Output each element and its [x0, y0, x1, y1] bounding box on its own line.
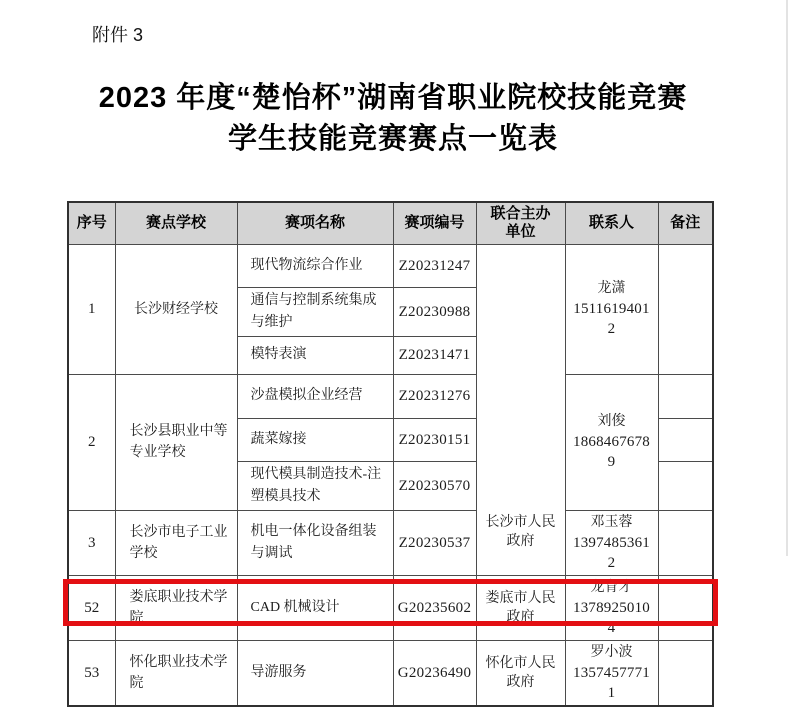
code-cell: Z20230570 — [393, 461, 476, 510]
code-cell: Z20230537 — [393, 510, 476, 575]
contact-cell — [565, 640, 658, 706]
serial-cell: 53 — [68, 640, 115, 706]
serial-cell: 2 — [68, 374, 115, 510]
remark-cell — [658, 461, 713, 510]
organizer-cell: 娄底市人民政府 — [476, 575, 565, 640]
organizer-cell: 怀化市人民政府 — [476, 640, 565, 706]
column-header-remark: 备注 — [658, 202, 713, 244]
event-cell: 沙盘模拟企业经营 — [237, 374, 393, 418]
contact-name: 罗小波 — [590, 644, 633, 660]
column-header-code: 赛项编号 — [393, 202, 476, 244]
column-header-organizer: 联合主办单位 — [476, 202, 565, 244]
remark-cell — [658, 640, 713, 706]
code-cell: Z20231471 — [393, 336, 476, 374]
venues-table — [67, 201, 714, 707]
contact-cell — [565, 244, 658, 374]
page-title-line-2: 学生技能竞赛赛点一览表 — [227, 123, 558, 155]
contact-name: 龙潇 — [597, 281, 626, 296]
column-header-event: 赛项名称 — [237, 202, 393, 244]
remark-cell — [658, 244, 713, 374]
table-row-highlighted — [68, 640, 713, 706]
code-cell: Z20230988 — [393, 287, 476, 336]
column-header-contact: 联系人 — [565, 202, 658, 244]
page-title — [0, 78, 786, 160]
contact-name: 龙育才 — [590, 579, 633, 595]
contact-cell — [565, 374, 658, 510]
event-cell: 现代物流综合作业 — [237, 244, 393, 287]
code-cell: G20236490 — [393, 640, 476, 706]
serial-cell: 1 — [68, 244, 115, 374]
code-cell: Z20230151 — [393, 418, 476, 461]
school-cell: 长沙财经学校 — [115, 244, 237, 374]
contact-name: 邓玉蓉 — [590, 514, 633, 530]
column-header-serial: 序号 — [68, 202, 115, 244]
contact-cell — [565, 575, 658, 640]
contact-phone: 15116194012 — [573, 301, 650, 337]
code-cell: G20235602 — [393, 575, 476, 640]
code-cell: Z20231276 — [393, 374, 476, 418]
contact-phone: 18684676789 — [573, 434, 650, 470]
event-cell: 通信与控制系统集成与维护 — [237, 287, 393, 336]
event-cell: 导游服务 — [237, 640, 393, 706]
table-row — [68, 575, 713, 640]
contact-name: 刘俊 — [597, 414, 626, 429]
serial-cell: 52 — [68, 575, 115, 640]
event-cell: 现代模具制造技术-注塑模具技术 — [237, 461, 393, 510]
remark-cell — [658, 510, 713, 575]
table-row — [68, 510, 713, 575]
page-title-line-1: 2023 年度“楚怡杯”湖南省职业院校技能竞赛 — [98, 82, 688, 114]
school-cell: 长沙市电子工业学校 — [115, 510, 237, 575]
event-cell: 模特表演 — [237, 336, 393, 374]
table-row — [68, 244, 713, 287]
code-cell: Z20231247 — [393, 244, 476, 287]
table-row — [68, 374, 713, 418]
serial-cell: 3 — [68, 510, 115, 575]
remark-cell — [658, 374, 713, 418]
organizer-cell: 长沙市人民政府 — [476, 244, 565, 575]
page-edge-divider — [786, 0, 788, 556]
contact-phone: 13789250104 — [573, 599, 650, 636]
school-cell: 娄底职业技术学院 — [115, 575, 237, 640]
contact-cell — [565, 510, 658, 575]
event-cell: 蔬菜嫁接 — [237, 418, 393, 461]
event-cell: 机电一体化设备组装与调试 — [237, 510, 393, 575]
attachment-label: 附件 3 — [92, 25, 144, 45]
school-cell: 怀化职业技术学院 — [115, 640, 237, 706]
contact-phone: 13574577711 — [573, 664, 650, 701]
column-header-school: 赛点学校 — [115, 202, 237, 244]
header-row — [68, 202, 713, 244]
contact-phone: 13974853612 — [573, 534, 650, 571]
school-cell: 长沙县职业中等专业学校 — [115, 374, 237, 510]
remark-cell — [658, 575, 713, 640]
remark-cell — [658, 418, 713, 461]
event-cell: CAD 机械设计 — [237, 575, 393, 640]
